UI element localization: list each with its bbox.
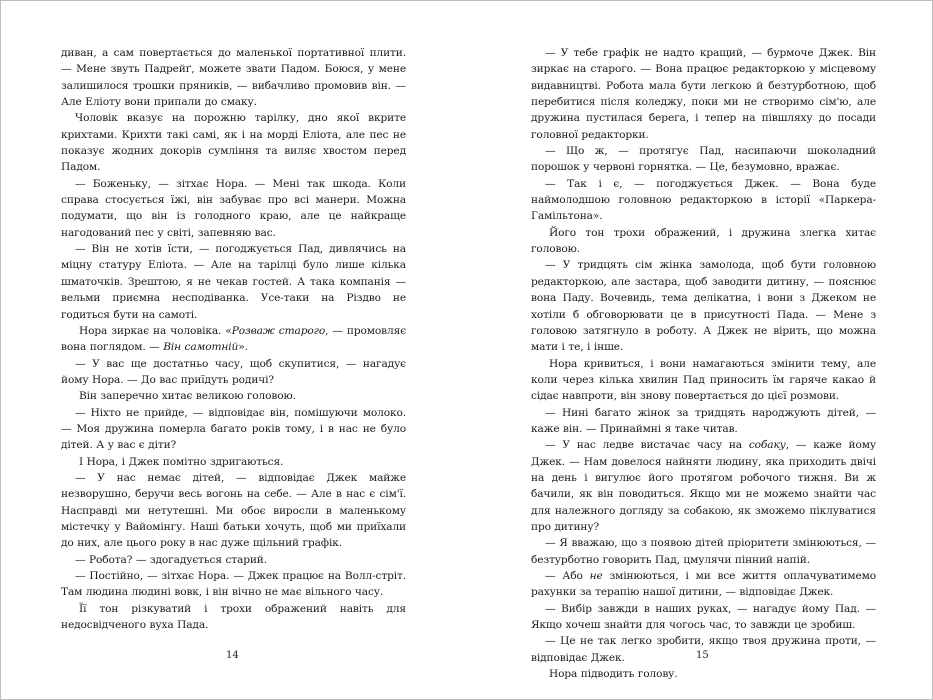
italic-run: не <box>589 570 603 582</box>
paragraph <box>61 323 406 356</box>
paragraph: — У тридцять сім жінка замолода, щоб бути головною редакторкою, але застара, щоб заводити дитину, — пояснює вона Паду. Вочевидь, тема делікатна, і вони з Джеком не хотіли б обговорювати це в присутності Пада. — Мене з головою затягнуло в роботу. А Джек не вірить, що можна мати і те, і інше. <box>531 259 876 354</box>
text-run: Нора зиркає на чоловіка. « <box>79 324 232 337</box>
paragraph: — Він не хотів їсти, — погоджується Пад, дивлячись на міцну статуру Еліота. — Але на тарілці було лише кілька шматочків. Зрештою, я не чекав гостей. А така компанія — вельми приємна несподіванка. Усе-таки на Різдво не годиться бути на самоті. <box>61 243 406 321</box>
right-page-text <box>531 45 876 682</box>
paragraph: Нора підводить голову. <box>549 668 678 681</box>
paragraph: — У тебе графік не надто кращий, — бурмоче Джек. Він зиркає на старого. — Вона працює редакторкою у місцевому видавництві. Робота мала бути легкою й безтурботною, щоб перебитися після коледжу, поки ми не створимо сім'ю, але дружина пустилася берега, і тепер на півшляху до посади головної редакторки. <box>531 47 876 141</box>
paragraph: — Це не так легко зробити, якщо твоя дружина проти, — відповідає Джек. <box>531 635 876 664</box>
paragraph: І Нора, і Джек помітно здригаються. <box>79 455 284 468</box>
paragraph: — Ніхто не прийде, — відповідає він, помішуючи молоко. — Моя дружина померла багато років тому, і в нас не було дітей. А у вас є діти? <box>61 406 406 452</box>
page-number-right: 15 <box>696 650 709 661</box>
paragraph: — Робота? — здогадується старий. <box>75 553 267 566</box>
paragraph: — Що ж, — протягує Пад, насипаючи шоколадний порошок у червоні горнятка. — Це, безумовно, вражає. <box>531 145 876 174</box>
text-run: , — каже йому Джек. — Нам довелося найняти людину, яка приходить двічі на день і вигулює його протягом робочого тижня. Ви ж бачили, як він поводиться. Якщо ми не можемо знайти час для належного догляду за собакою, як зможемо піклуватися про дитину? <box>531 439 876 533</box>
paragraph: — Вибір завжди в наших руках, — нагадує йому Пад. — Якщо хочеш знайти для чогось час, то завжди це зробиш. <box>531 602 876 632</box>
page-number-left: 14 <box>226 650 239 661</box>
paragraph: — Боженьку, — зітхає Нора. — Мені так шкода. Коли справа стосується їжі, він забуває про всі манери. Можна подумати, що він із голодного краю, але це найкраще нагодований пес у світі, запевняю вас. <box>61 177 406 239</box>
paragraph: — У нас немає дітей, — відповідає Джек майже незворушно, беручи весь вогонь на себе. — Але в нас є сім'ї. Насправді ми нетутешні. Ми обоє виросли в маленькому містечку у Вайомінгу. Наші батьки хочуть, щоб ми приїхали до них, але цього року в нас дуже щільний графік. <box>61 471 406 550</box>
italic-run: собаку <box>748 439 786 452</box>
paragraph: — Я вважаю, що з появою дітей пріоритети змінюються, — безтурботно говорить Пад, цмулячи пінний напій. <box>531 537 876 566</box>
italic-run: Він самотній <box>163 341 239 354</box>
text-run: — У нас ледве вистачає часу на <box>545 439 749 452</box>
text-run: , — промовляє вона поглядом. — <box>61 324 407 354</box>
paragraph: — Нині багато жінок за тридцять народжують дітей, — каже він. — Принаймні я таке читав. <box>531 406 876 435</box>
paragraph: Чоловік вказує на порожню тарілку, дно якої вкрите крихтами. Крихти такі самі, як і на морді Еліота, але пес не показує жодних докорів сумління та виляє хвостом перед Падом. <box>61 112 406 174</box>
text-run: — Або <box>545 570 590 582</box>
left-page-text <box>61 45 406 633</box>
paragraph: Він заперечно хитає великою головою. <box>79 390 296 403</box>
paragraph: Його тон трохи ображений, і дружина злегка хитає головою. <box>531 226 876 256</box>
paragraph: диван, а сам повертається до маленької портативної плити. — Мене звуть Падрейґ, можете звати Падом. Боюся, у мене залишилося трошки пряників, — вибачливо промовив він. — Але Еліоту вони припали до смаку. <box>61 47 406 109</box>
paragraph: — Постійно, — зітхає Нора. — Джек працює на Волл-стріт. Там людина людині вовк, і він вічно не має вільного часу. <box>61 570 406 599</box>
paragraph: — Так і є, — погоджується Джек. — Вона буде наймолодшою головною редакторкою в історії «Паркера-Гамільтона». <box>531 177 876 223</box>
text-run: змінюються, і ми все життя оплачуватимемо рахунки за терапію нашої дитини, — відповідає Джек. <box>531 570 876 599</box>
paragraph: Нора кривиться, і вони намагаються змінити тему, але коли через кілька хвилин Пад приносить їм гаряче какао й сідає навпроти, він знову повертається до цієї розмови. <box>531 357 876 403</box>
paragraph <box>531 437 876 535</box>
paragraph <box>531 568 876 601</box>
italic-run: Розваж старого <box>231 324 326 337</box>
text-run: ». <box>238 341 248 354</box>
paragraph: — У вас ще достатньо часу, щоб скупитися, — нагадує йому Нора. — До вас приїдуть родичі? <box>61 357 406 386</box>
paragraph: Її тон різкуватий і трохи ображений навіть для недосвідченого вуха Пада. <box>61 602 406 632</box>
